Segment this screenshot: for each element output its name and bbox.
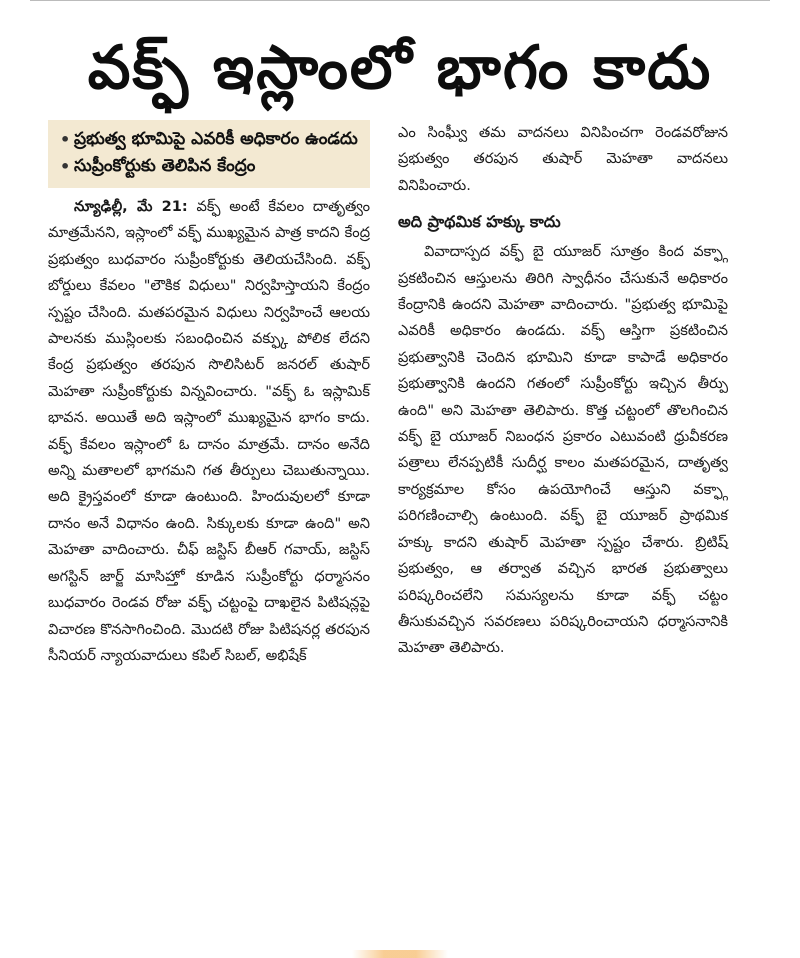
highlight-item (60, 126, 360, 153)
dateline: న్యూఢిల్లీ, మే 21: (74, 198, 188, 215)
top-rule (30, 0, 770, 5)
article-body-right-1: ఎం సింఘ్వీ తమ వాదనలు వినిపించగా రెండవరోజున ప్రభుత్వం తరపున తుషార్ మెహతా వాదనలు వినిపించారు. (398, 124, 728, 194)
article-body-right-2: వివాదాస్పద వక్ఫ్ బై యూజర్ సూత్రం కింద వక్ఫ్గా ప్రకటించిన ఆస్తులను తిరిగి స్వాధీనం చేసుకునే అధికారం కేంద్రానికి ఉందని మెహతా వాదించారు. "ప్రభుత్వ భూమిపై ఎవరికీ అధికారం ఉండదు. వక్ఫ్ ఆస్తిగా ప్రకటించిన ప్రభుత్వానికి చెందిన భూమిని కూడా కాపాడే అధికారం ప్రభుత్వానికి ఉందని గతంలో సుప్రీంకోర్టు ఇచ్చిన తీర్పు ఉంది" అని మెహతా తెలిపారు. కొత్త చట్టంలో తొలగించిన వక్ఫ్ బై యూజర్ నిబంధన ప్రకారం ఎటువంటి ధ్రువీకరణ పత్రాలు లేనప్పటికీ సుదీర్ఘ కాలం మతపరమైన, దాతృత్వ కార్యక్రమాల కోసం ఉపయోగించే ఆస్తుని వక్ఫ్గా పరిగణించాల్సి ఉంటుంది. వక్ఫ్ బై యూజర్ ప్రాథమిక హక్కు కాదని తుషార్ మెహతా స్పష్టం చేశారు. బ్రిటిష్ ప్రభుత్వం, ఆ తర్వాత వచ్చిన భారత ప్రభుత్వాలు పరిష్కరించలేని సమస్యలను కూడా వక్ఫ్ చట్టం తీసుకువచ్చిన సవరణలు పరిష్కరించాయని ధర్మాసనానికి మెహతా తెలిపారు. (398, 243, 728, 657)
subheading: అది ప్రాథమిక హక్కు కాదు (398, 212, 561, 232)
left-column (48, 120, 370, 669)
right-column (398, 120, 728, 662)
bottom-edge (0, 950, 800, 958)
highlights-box (48, 120, 370, 188)
highlight-item (60, 153, 360, 180)
bullet-icon: • (60, 157, 71, 176)
article-body-left (48, 194, 370, 669)
bullet-icon: • (60, 130, 71, 149)
headline: వక్ఫ్ ఇస్లాంలో భాగం కాదు (87, 33, 713, 103)
highlight-text: సుప్రీంకోర్టుకు తెలిపిన కేంద్రం (74, 156, 256, 176)
left-body-text: వక్ఫ్ అంటే కేవలం దాతృత్వం మాత్రమేనని, ఇస్లాంలో వక్ఫ్ ముఖ్యమైన పాత్ర కాదని కేంద్ర ప్రభుత్వం బుధవారం సుప్రీంకోర్టుకు తెలియచేసింది. వక్ఫ్ బోర్డులు కేవలం "లౌకిక విధులు" నిర్వహిస్తాయని కేంద్రం స్పష్టం చేసింది. మతపరమైన విధులు నిర్వహించే ఆలయ పాలనకు ముస్లింలకు సబంధించిన వక్ఫ్కు పోలిక లేదని కేంద్ర ప్రభుత్వం తరపున సొలిసిటర్ జనరల్ తుషార్ మెహతా సుప్రీంకోర్టుకు విన్నవించారు. "వక్ఫ్ ఓ ఇస్లామిక్ భావన. అయితే అది ఇస్లాంలో ముఖ్యమైన భాగం కాదు. వక్ఫ్ కేవలం ఇస్లాంలో ఓ దానం మాత్రమే. దానం అనేది అన్ని మతాలలో భాగమని గత తీర్పులు చెబుతున్నాయి. అది క్రైస్తవంలో కూడా ఉంటుంది. హిందువులలో కూడా దానం అనే విధానం ఉంది. సిక్కులకు కూడా ఉంది" అని మెహతా వాదించారు. చీఫ్ జస్టిస్ బీఆర్ గవాయ్, జస్టిస్ అగస్టిన్ జార్జ్ మాసిహ్తో కూడిన సుప్రీంకోర్టు ధర్మాసనం బుధవారం రెండవ రోజు వక్ఫ్ చట్టంపై దాఖలైన పిటిషన్లపై విచారణ కొనసాగించింది. మొదటి రోజు పిటిషనర్ల తరపున సీనియర్ న్యాయవాదులు కపిల్ సిబల్, అభిషేక్ (48, 198, 370, 664)
highlight-text: ప్రభుత్వ భూమిపై ఎవరికీ అధికారం ఉండదు (74, 129, 358, 149)
